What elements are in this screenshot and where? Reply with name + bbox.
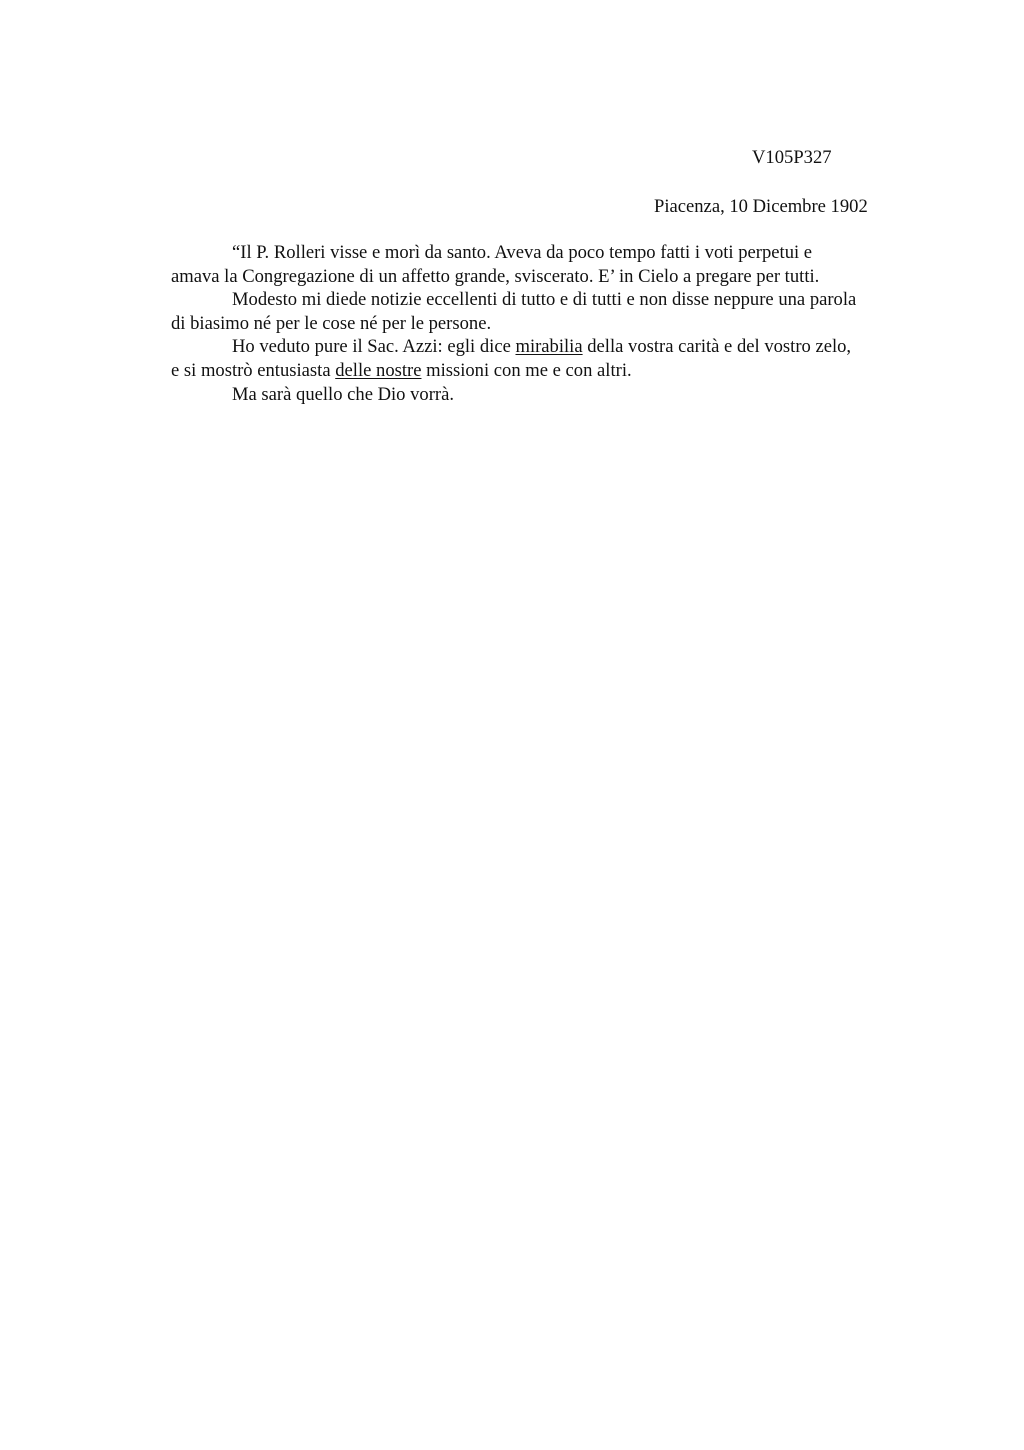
paragraph-3-line-1 [171, 335, 931, 359]
paragraph-4 [171, 383, 931, 407]
paragraph-4-line-1: Ma sarà quello che Dio vorrà. [232, 383, 455, 405]
text-segment: della vostra carità e del vostro zelo, [582, 336, 852, 358]
dateline: Piacenza, 10 Dicembre 1902 [654, 196, 868, 217]
text-segment: missioni con me e con altri. [421, 359, 632, 381]
paragraph-1-line-2: amava la Congregazione di un affetto grande, sviscerato. E’ in Cielo a pregare per tutti. [171, 265, 820, 287]
paragraph-3-line-2 [171, 359, 931, 383]
underlined-phrase-delle-nostre: delle nostre [335, 359, 422, 381]
paragraph-2 [171, 288, 931, 335]
underlined-word-mirabilia: mirabilia [515, 336, 583, 358]
reference-code: V105P327 [752, 147, 832, 168]
text-segment: Ho veduto pure il Sac. Azzi: egli dice [232, 336, 516, 358]
text-segment: e si mostrò entusiasta [171, 359, 336, 381]
paragraph-1 [171, 241, 931, 288]
paragraph-2-line-1: Modesto mi diede notizie eccellenti di tutto e di tutti e non disse neppure una parola [232, 289, 857, 311]
paragraph-2-line-2: di biasimo né per le cose né per le persone. [171, 312, 492, 334]
letter-body [171, 241, 931, 406]
paragraph-1-line-1: “Il P. Rolleri visse e morì da santo. Aveva da poco tempo fatti i voti perpetui e [232, 242, 813, 263]
paragraph-3 [171, 335, 931, 382]
